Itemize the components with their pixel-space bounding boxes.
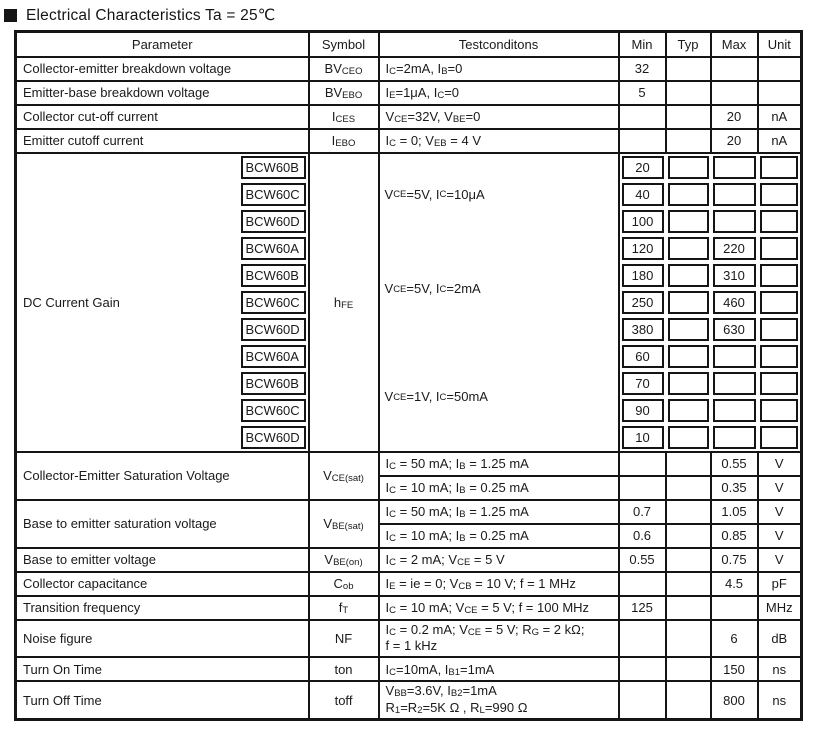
conditions-cell: $I_C = 50$ mA; $I_B = 1.25$ mA	[379, 500, 619, 524]
max-cell	[711, 397, 758, 424]
unit-cell: nA	[758, 129, 802, 153]
col-header-min: Min	[619, 32, 666, 57]
max-cell: 20	[711, 129, 758, 153]
col-header-unit: Unit	[758, 32, 802, 57]
min-cell	[619, 572, 666, 596]
typ-cell	[666, 524, 711, 548]
min-cell: 90	[619, 397, 666, 424]
typ-cell	[666, 596, 711, 620]
symbol-cell: $I_{CES}$	[309, 105, 379, 129]
max-cell: 630	[711, 316, 758, 343]
symbol-cell: toff	[309, 681, 379, 719]
typ-cell	[666, 57, 711, 81]
device-cell: BCW60B	[239, 262, 309, 289]
min-cell: 380	[619, 316, 666, 343]
conditions-cell: $V_{CE}=32V$, $V_{BE}=0$	[379, 105, 619, 129]
typ-cell	[666, 500, 711, 524]
parameter-cell: Collector capacitance	[16, 572, 309, 596]
max-cell: 0.35	[711, 476, 758, 500]
symbol-cell: $C_{ob}$	[309, 572, 379, 596]
typ-cell	[666, 620, 711, 658]
unit-cell	[758, 181, 802, 208]
typ-cell	[666, 452, 711, 476]
parameter-cell: Base to emitter saturation voltage	[16, 500, 309, 548]
unit-cell	[758, 57, 802, 81]
table-row	[16, 572, 802, 596]
min-cell: 250	[619, 289, 666, 316]
max-cell	[711, 81, 758, 105]
parameter-cell: Emitter-base breakdown voltage	[16, 81, 309, 105]
unit-cell: pF	[758, 572, 802, 596]
max-cell: 800	[711, 681, 758, 719]
max-cell: 1.05	[711, 500, 758, 524]
parameter-cell: Base to emitter voltage	[16, 548, 309, 572]
symbol-cell: $h_{FE}$	[309, 153, 379, 452]
symbol-cell: $V_{BE(on)}$	[309, 548, 379, 572]
unit-cell	[758, 397, 802, 424]
hfe-row	[16, 153, 802, 181]
max-cell	[711, 424, 758, 452]
max-cell	[711, 57, 758, 81]
unit-cell	[758, 343, 802, 370]
conditions-cell: $I_C=10mA$, $I_{B1}=1mA$	[379, 657, 619, 681]
min-cell	[619, 620, 666, 658]
min-cell	[619, 452, 666, 476]
parameter-cell: Noise figure	[16, 620, 309, 658]
device-cell: BCW60C	[239, 397, 309, 424]
typ-cell	[666, 153, 711, 181]
typ-cell	[666, 208, 711, 235]
typ-cell	[666, 424, 711, 452]
table-row	[16, 57, 802, 81]
table-row	[16, 81, 802, 105]
parameter-cell: Turn Off Time	[16, 681, 309, 719]
typ-cell	[666, 262, 711, 289]
typ-cell	[666, 548, 711, 572]
min-cell: 180	[619, 262, 666, 289]
symbol-cell: $BV_{CEO}$	[309, 57, 379, 81]
table-row	[16, 681, 802, 719]
max-cell: 4.5	[711, 572, 758, 596]
device-cell: BCW60B	[239, 153, 309, 181]
col-header-typ: Typ	[666, 32, 711, 57]
max-cell: 20	[711, 105, 758, 129]
symbol-cell: $I_{EBO}$	[309, 129, 379, 153]
max-cell: 0.75	[711, 548, 758, 572]
symbol-cell: $V_{BE(sat)}$	[309, 500, 379, 548]
min-cell: 125	[619, 596, 666, 620]
device-cell: BCW60D	[239, 208, 309, 235]
typ-cell	[666, 397, 711, 424]
max-cell	[711, 370, 758, 397]
typ-cell	[666, 343, 711, 370]
unit-cell	[758, 316, 802, 343]
conditions-cell: $I_C = 0.2$ mA; $V_{CE} = 5$ V; $R_G = 2$ kΩ; f = 1 kHz	[379, 620, 619, 658]
max-cell: 6	[711, 620, 758, 658]
typ-cell	[666, 476, 711, 500]
unit-cell: dB	[758, 620, 802, 658]
unit-cell	[758, 81, 802, 105]
unit-cell: nA	[758, 105, 802, 129]
typ-cell	[666, 181, 711, 208]
col-header-max: Max	[711, 32, 758, 57]
device-cell: BCW60C	[239, 181, 309, 208]
unit-cell	[758, 208, 802, 235]
symbol-cell: $f_T$	[309, 596, 379, 620]
max-cell: 0.85	[711, 524, 758, 548]
table-row	[16, 500, 802, 524]
unit-cell	[758, 235, 802, 262]
table-row	[16, 657, 802, 681]
unit-cell	[758, 262, 802, 289]
parameter-cell: Emitter cutoff current	[16, 129, 309, 153]
max-cell	[711, 153, 758, 181]
section-title	[0, 0, 813, 30]
min-cell: 120	[619, 235, 666, 262]
unit-cell: MHz	[758, 596, 802, 620]
typ-cell	[666, 105, 711, 129]
symbol-cell: NF	[309, 620, 379, 658]
typ-cell	[666, 681, 711, 719]
max-cell: 220	[711, 235, 758, 262]
min-cell: 0.6	[619, 524, 666, 548]
max-cell: 310	[711, 262, 758, 289]
min-cell: 20	[619, 153, 666, 181]
max-cell	[711, 596, 758, 620]
typ-cell	[666, 129, 711, 153]
parameter-cell: Collector-emitter breakdown voltage	[16, 57, 309, 81]
typ-cell	[666, 316, 711, 343]
conditions-cell: $I_E$ = ie = 0; $V_{CB} = 10$ V; f = 1 MHz	[379, 572, 619, 596]
typ-cell	[666, 657, 711, 681]
unit-cell: ns	[758, 681, 802, 719]
table-row	[16, 620, 802, 658]
conditions-cell: $I_C = 2$ mA; $V_{CE} = 5$ V	[379, 548, 619, 572]
condition-group: V $_{CE}$ =5V, I $_C$ =10μA	[384, 186, 485, 202]
min-cell: 40	[619, 181, 666, 208]
unit-cell: V	[758, 452, 802, 476]
parameter-cell: Collector-Emitter Saturation Voltage	[16, 452, 309, 500]
conditions-cell: $I_E=1\mu A$, $I_C=0$	[379, 81, 619, 105]
device-cell: BCW60A	[239, 235, 309, 262]
characteristics-table	[14, 30, 803, 721]
parameter-cell: DC Current Gain	[16, 153, 239, 452]
min-cell: 70	[619, 370, 666, 397]
conditions-cell: $I_C = 10$ mA; $V_{CE} = 5$ V; f = 100 MHz	[379, 596, 619, 620]
conditions-cell	[379, 153, 619, 452]
unit-cell: V	[758, 476, 802, 500]
header-row	[16, 32, 802, 57]
symbol-cell: $BV_{EBO}$	[309, 81, 379, 105]
unit-cell	[758, 370, 802, 397]
conditions-cell: $I_C = 0$; $V_{EB} = 4$ V	[379, 129, 619, 153]
min-cell	[619, 105, 666, 129]
device-cell: BCW60D	[239, 316, 309, 343]
conditions-cell: $I_C = 50$ mA; $I_B = 1.25$ mA	[379, 452, 619, 476]
table-row	[16, 105, 802, 129]
min-cell	[619, 681, 666, 719]
device-cell: BCW60C	[239, 289, 309, 316]
typ-cell	[666, 370, 711, 397]
min-cell: 32	[619, 57, 666, 81]
max-cell	[711, 343, 758, 370]
typ-cell	[666, 572, 711, 596]
unit-cell: V	[758, 524, 802, 548]
parameter-cell: Turn On Time	[16, 657, 309, 681]
device-cell: BCW60A	[239, 343, 309, 370]
condition-group: V $_{CE}$ =5V, I $_C$ =2mA	[384, 281, 481, 296]
max-cell	[711, 181, 758, 208]
max-cell	[711, 208, 758, 235]
device-cell: BCW60B	[239, 370, 309, 397]
col-header-symbol: Symbol	[309, 32, 379, 57]
min-cell	[619, 476, 666, 500]
typ-cell	[666, 81, 711, 105]
section-title-text: Electrical Characteristics Ta = 25℃	[26, 7, 276, 24]
min-cell: 0.55	[619, 548, 666, 572]
min-cell: 10	[619, 424, 666, 452]
table-row	[16, 548, 802, 572]
unit-cell: V	[758, 548, 802, 572]
max-cell: 460	[711, 289, 758, 316]
conditions-cell: $I_C = 10$ mA; $I_B = 0.25$ mA	[379, 476, 619, 500]
unit-cell	[758, 289, 802, 316]
symbol-cell: $V_{CE(sat)}$	[309, 452, 379, 500]
min-cell: 0.7	[619, 500, 666, 524]
col-header-parameter: Parameter	[16, 32, 309, 57]
conditions-cell: $I_C=2mA$, $I_B=0$	[379, 57, 619, 81]
table-row	[16, 596, 802, 620]
min-cell: 100	[619, 208, 666, 235]
min-cell	[619, 129, 666, 153]
parameter-cell: Collector cut-off current	[16, 105, 309, 129]
min-cell: 5	[619, 81, 666, 105]
unit-cell: ns	[758, 657, 802, 681]
unit-cell	[758, 153, 802, 181]
min-cell	[619, 657, 666, 681]
typ-cell	[666, 289, 711, 316]
unit-cell: V	[758, 500, 802, 524]
min-cell: 60	[619, 343, 666, 370]
condition-group: V $_{CE}$ =1V, I $_C$ =50mA	[384, 389, 488, 404]
conditions-cell: $I_C = 10$ mA; $I_B = 0.25$ mA	[379, 524, 619, 548]
typ-cell	[666, 235, 711, 262]
unit-cell	[758, 424, 802, 452]
filled-square-icon	[4, 9, 17, 22]
symbol-cell: ton	[309, 657, 379, 681]
max-cell: 150	[711, 657, 758, 681]
col-header-conditions: Testconditons	[379, 32, 619, 57]
table-row	[16, 129, 802, 153]
parameter-cell: Transition frequency	[16, 596, 309, 620]
device-cell: BCW60D	[239, 424, 309, 452]
conditions-cell: $V_{BB}=3.6V$, $I_{B2}=1mA$ $R_1=R_2=5K$ Ω , $R_L=990$ Ω	[379, 681, 619, 719]
table-row	[16, 452, 802, 476]
max-cell: 0.55	[711, 452, 758, 476]
